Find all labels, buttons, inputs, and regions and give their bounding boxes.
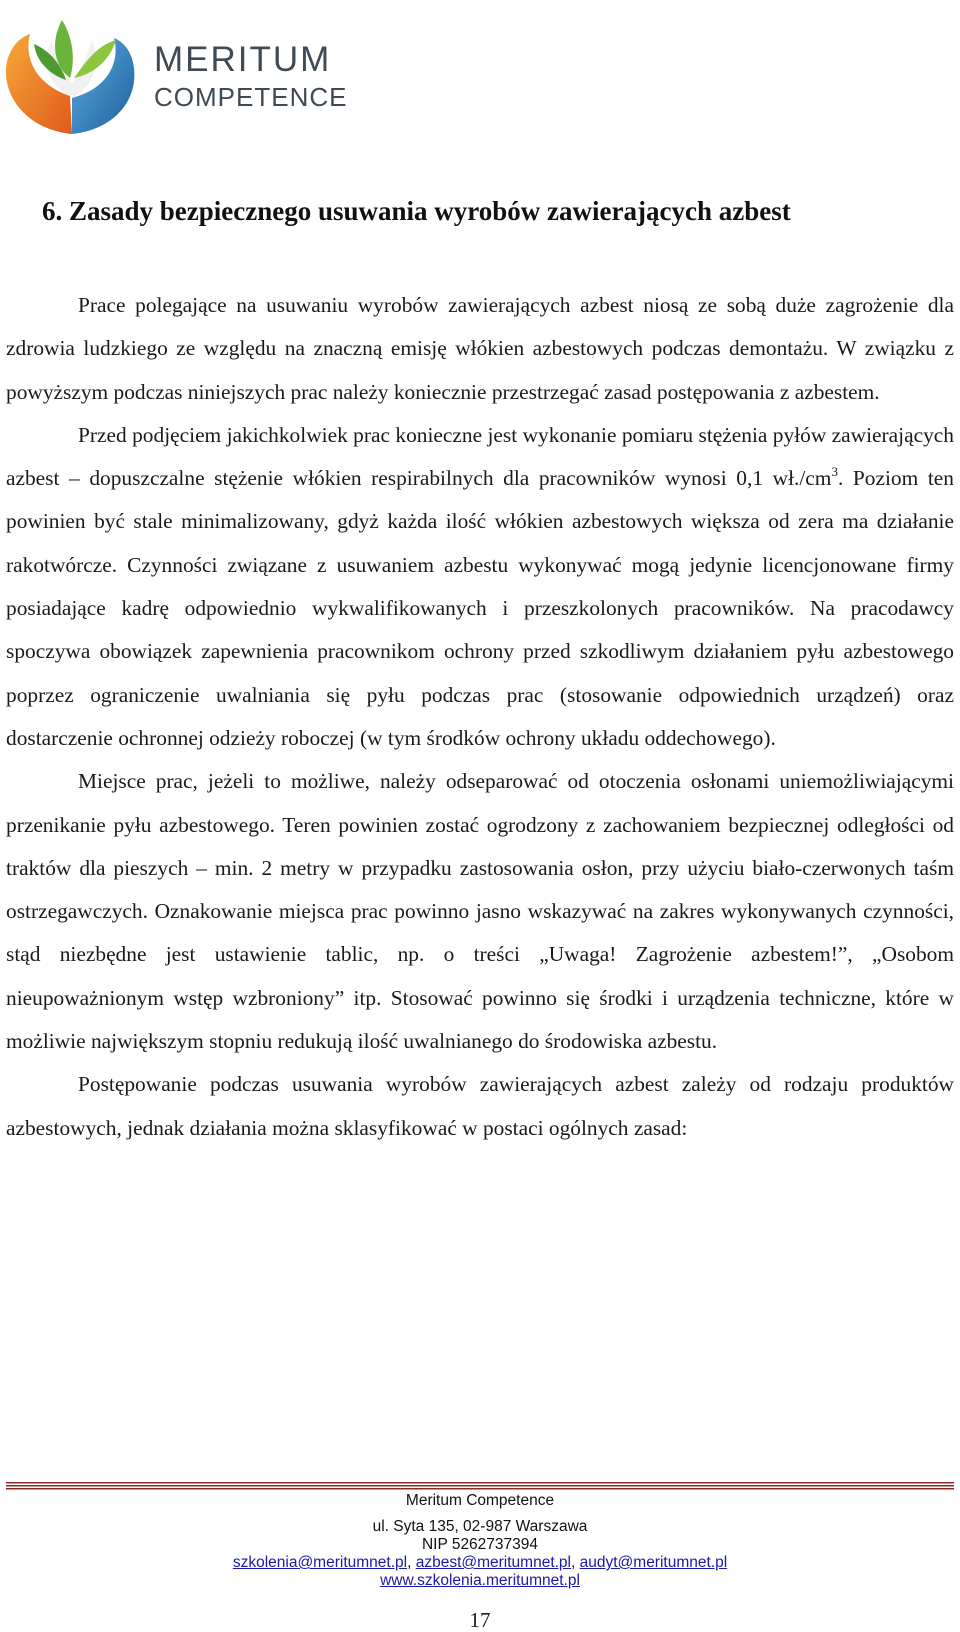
superscript-3: 3	[831, 464, 838, 480]
paragraph-2-text-b: . Poziom ten powinien być stale minimalizowany, gdyż każda ilość włókien azbestowych większa od zera ma działanie rakotwórcze. Czynności związane z usuwaniem azbestu wykonywać mogą jedynie licencjonowane firmy posiadające kadrę odpowiednio wykwalifikowanych i przeszkolonych pracowników. Na pracodawcy spoczywa obowiązek zapewnienia pracownikom ochrony przed szkodliwym działaniem pyłu azbestowego poprzez ograniczenie uwalniania się pyłu podczas prac (stosowanie odpowiednich urządzeń) oraz dostarczenie ochronnej odzieży roboczej (w tym środków ochrony układu oddechowego).	[6, 466, 954, 750]
footer-nip: NIP 5262737394	[421, 1536, 539, 1553]
footer-address: ul. Syta 135, 02-987 Warszawa	[372, 1518, 588, 1535]
email-link-audyt[interactable]: audyt@meritumnet.pl	[579, 1554, 728, 1571]
footer-emails	[0, 1554, 960, 1572]
email-link-azbest[interactable]: azbest@meritumnet.pl	[415, 1554, 571, 1571]
paragraph-4: Postępowanie podczas usuwania wyrobów zawierających azbest zależy od rodzaju produktów azbestowych, jednak działania można sklasyfikować w postaci ogólnych zasad:	[6, 1072, 954, 1140]
logo-emblem-icon	[0, 0, 150, 140]
footer-divider	[6, 1482, 954, 1491]
email-separator: ,	[571, 1554, 580, 1571]
email-separator: ,	[407, 1554, 416, 1571]
page-number: 17	[469, 1608, 491, 1632]
paragraph-2	[6, 414, 954, 760]
paragraph-3: Miejsce prac, jeżeli to możliwe, należy odseparować od otoczenia osłonami uniemożliwiającymi przenikanie pyłu azbestowego. Teren powinien zostać ogrodzony z zachowaniem bezpiecznej odległości od traktów dla pieszych – min. 2 metry w przypadku zastosowania osłon, przy użyciu biało-czerwonych taśm ostrzegawczych. Oznakowanie miejsca prac powinno jasno wskazywać na zakres wykonywanych czynności, stąd niezbędne jest ustawienie tablic, np. o treści „Uwaga! Zagrożenie azbestem!”, „Osobom nieupoważnionym wstęp wzbroniony” itp. Stosować powinno się środki i urządzenia techniczne, które w możliwie największym stopniu redukują ilość uwalnianego do środowiska azbestu.	[6, 769, 954, 1054]
document-body	[6, 284, 954, 1150]
company-logo	[0, 0, 348, 140]
website-link[interactable]: www.szkolenia.meritumnet.pl	[380, 1572, 580, 1589]
logo-subtitle: COMPETENCE	[154, 82, 348, 112]
email-link-szkolenia[interactable]: szkolenia@meritumnet.pl	[232, 1554, 408, 1571]
footer-website	[0, 1572, 960, 1590]
section-heading: 6. Zasady bezpiecznego usuwania wyrobów zawierających azbest	[42, 196, 791, 226]
logo-name: MERITUM	[154, 40, 332, 79]
paragraph-2-text-a: Przed podjęciem jakichkolwiek prac konieczne jest wykonanie pomiaru stężenia pyłów zawierających azbest – dopuszczalne stężenie włókien respirabilnych dla pracowników wynosi 0,1 wł./cm	[6, 422, 954, 491]
paragraph-1: Prace polegające na usuwaniu wyrobów zawierających azbest niosą ze sobą duże zagrożenie dla zdrowia ludzkiego ze względu na znaczną emisję włókien azbestowych podczas demontażu. W związku z powyższym podczas niniejszych prac należy koniecznie przestrzegać zasad postępowania z azbestem.	[6, 293, 954, 404]
footer-company: Meritum Competence	[405, 1492, 555, 1509]
